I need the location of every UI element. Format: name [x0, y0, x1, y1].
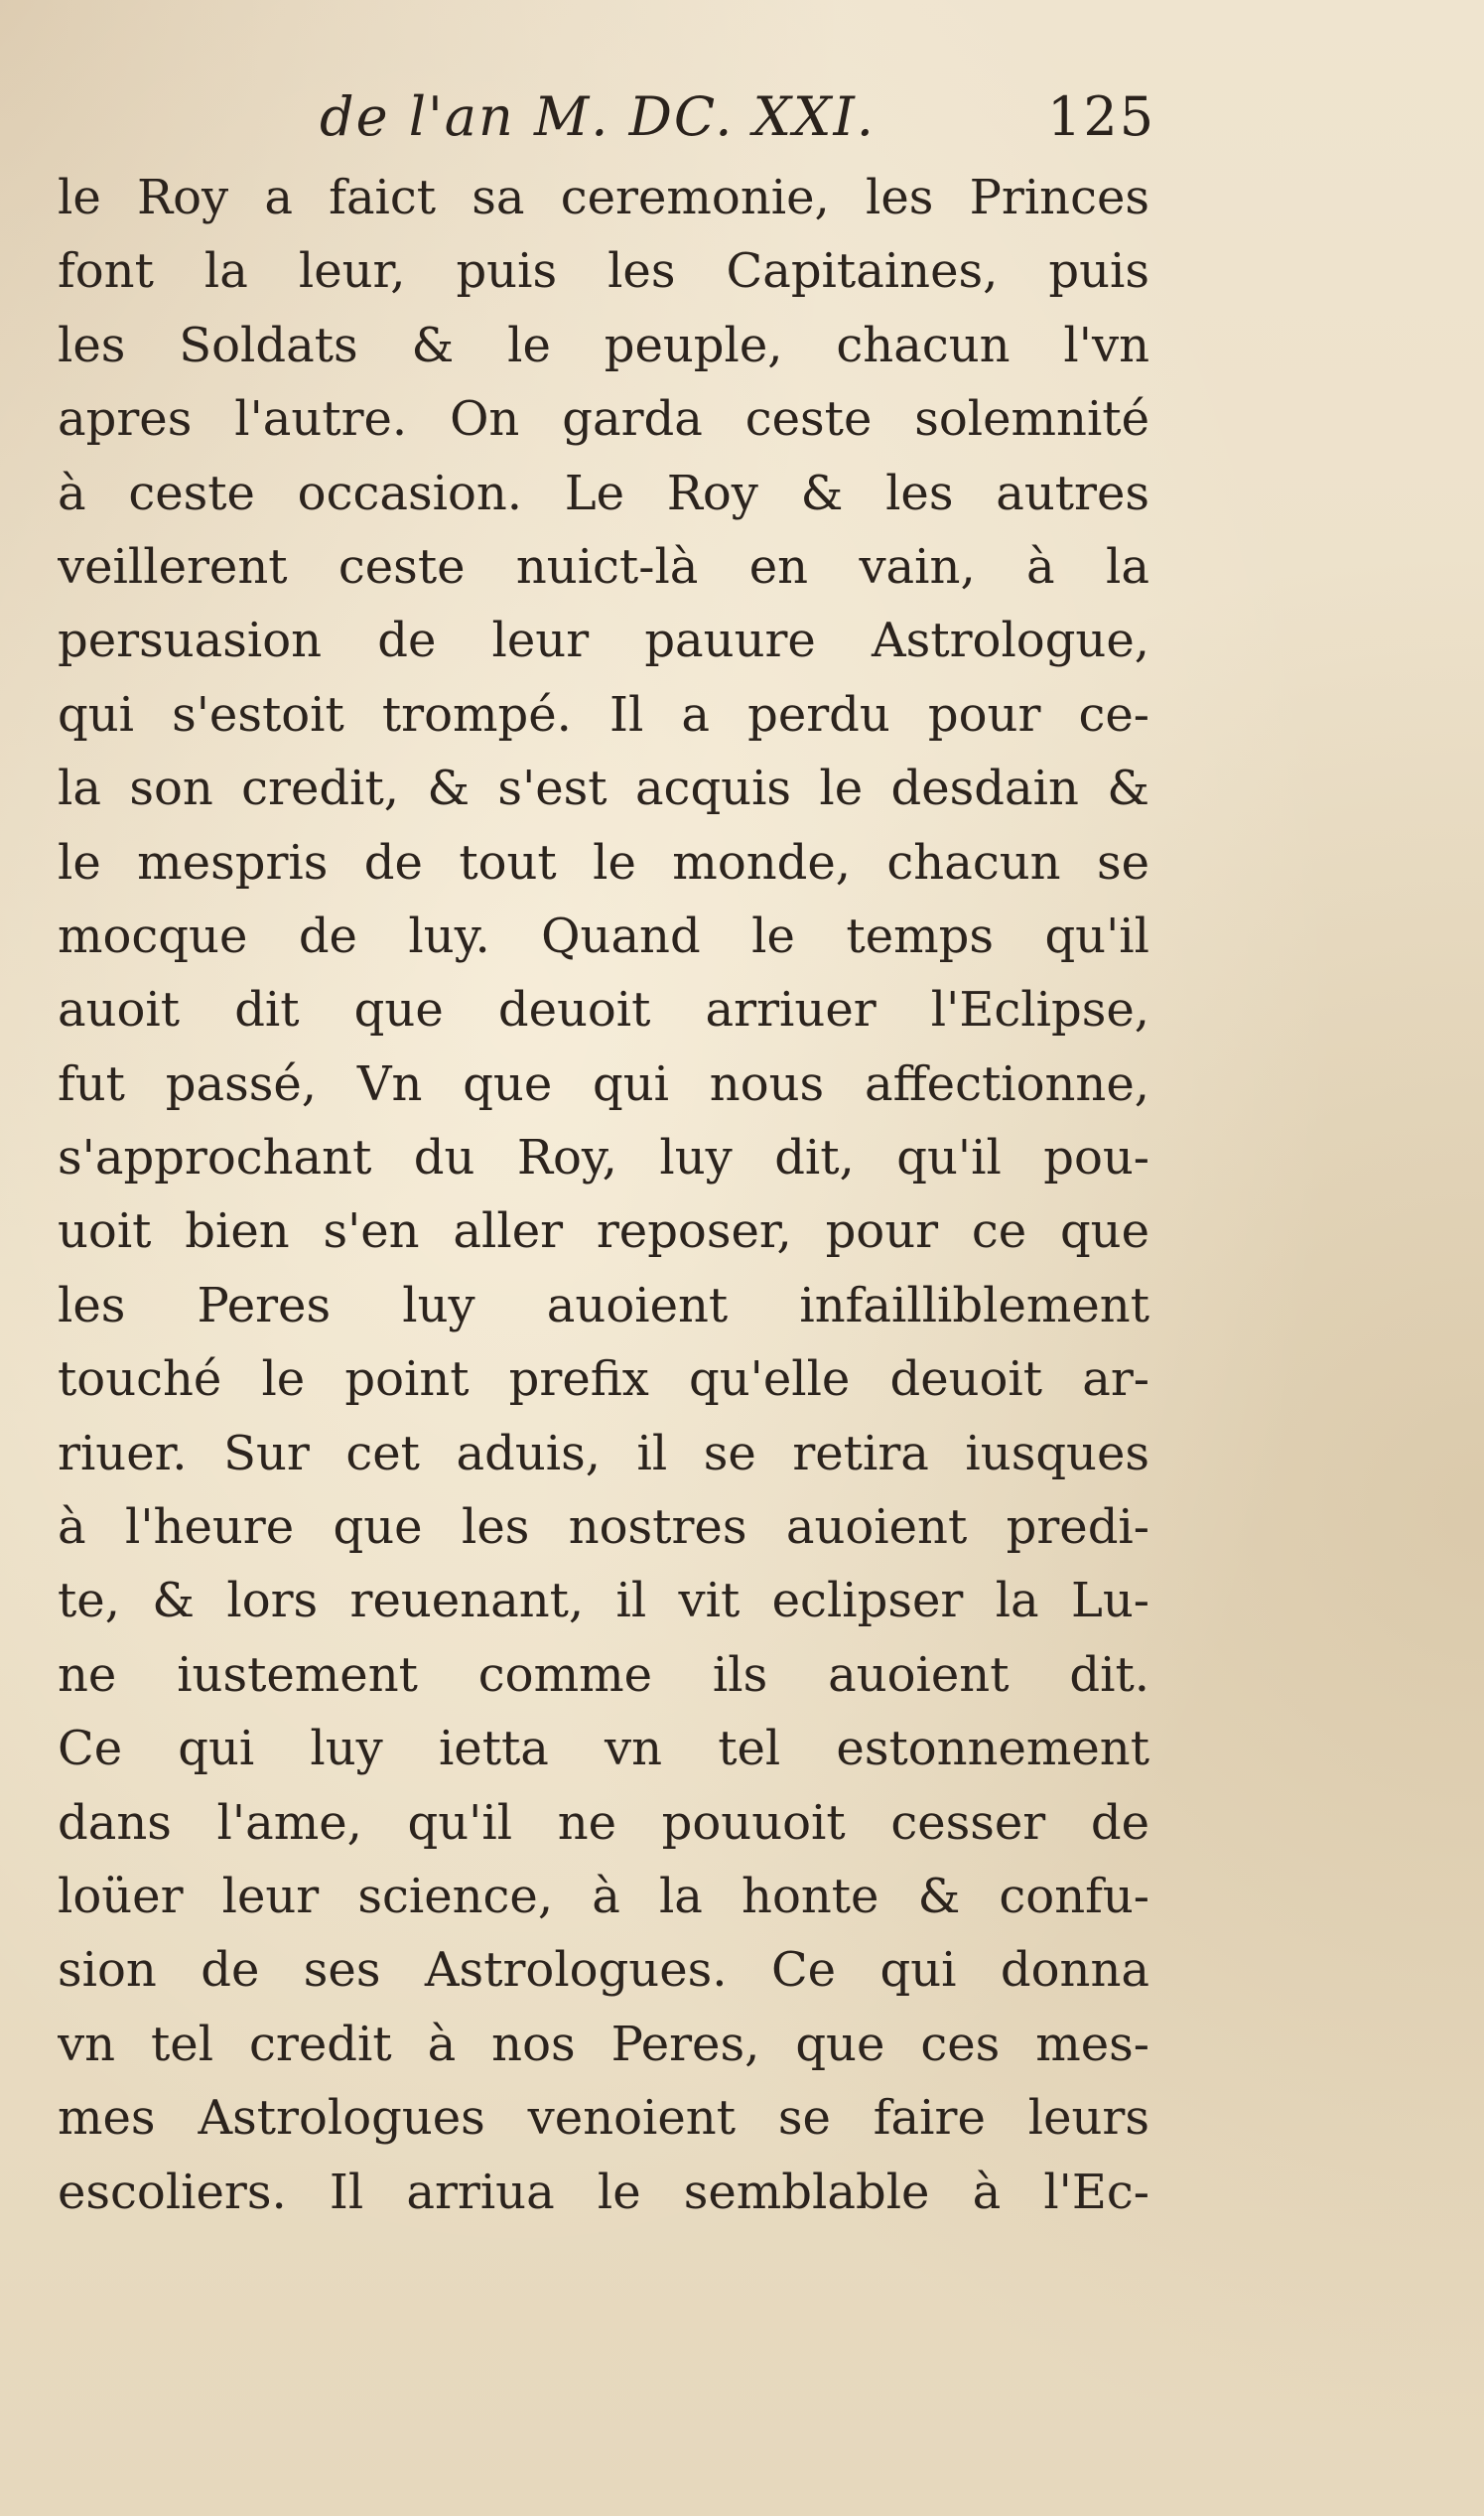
- text-line: qui s'estoit trompé. Il a perdu pour ce-: [58, 686, 1149, 743]
- text-line: mocque de luy. Quand le temps qu'il: [58, 908, 1149, 964]
- text-line: sion de ses Astrologues. Ce qui donna: [58, 1942, 1149, 1999]
- text-line: la son credit, & s'est acquis le desdain &: [58, 761, 1149, 817]
- text-line: fut passé, Vn que qui nous affectionne,: [58, 1055, 1149, 1112]
- text-line: Ce qui luy ietta vn tel estonnement: [58, 1721, 1149, 1777]
- body-text: [58, 161, 1149, 2229]
- text-line: veillerent ceste nuict-là en vain, à la: [58, 538, 1149, 595]
- text-line: ne iustement comme ils auoient dit.: [58, 1646, 1149, 1703]
- text-line: à ceste occasion. Le Roy & les autres: [58, 465, 1149, 521]
- text-line: les Soldats & le peuple, chacun l'vn: [58, 317, 1149, 373]
- text-line: te, & lors reuenant, il vit eclipser la Lu-: [58, 1573, 1149, 1629]
- text-line: escoliers. Il arriua le semblable à l'Ec-: [58, 2164, 1149, 2220]
- text-line: persuasion de leur pauure Astrologue,: [58, 613, 1149, 669]
- text-line: dans l'ame, qu'il ne pouuoit cesser de: [58, 1794, 1149, 1851]
- text-line: uoit bien s'en aller reposer, pour ce que: [58, 1203, 1149, 1260]
- text-line: le mespris de tout le monde, chacun se: [58, 834, 1149, 891]
- text-line: le Roy a faict sa ceremonie, les Princes: [58, 170, 1149, 225]
- text-line: touché le point prefix qu'elle deuoit ar-: [58, 1351, 1149, 1408]
- text-line: vn tel credit à nos Peres, que ces mes-: [58, 2016, 1149, 2072]
- text-line: les Peres luy auoient infailliblement: [58, 1277, 1149, 1333]
- text-line: mes Astrologues venoient se faire leurs: [58, 2090, 1149, 2147]
- text-line: s'approchant du Roy, luy dit, qu'il pou-: [58, 1130, 1149, 1187]
- text-line: à l'heure que les nostres auoient predi-: [58, 1499, 1149, 1556]
- text-line: riuer. Sur cet aduis, il se retira iusques: [58, 1425, 1149, 1481]
- running-head-title: de l'an M. DC. XXI.: [320, 85, 876, 148]
- text-line: font la leur, puis les Capitaines, puis: [58, 243, 1149, 300]
- text-line: loüer leur science, à la honte & confu-: [58, 1868, 1149, 1924]
- running-head: [60, 85, 1156, 155]
- text-line: auoit dit que deuoit arriuer l'Eclipse,: [58, 982, 1149, 1039]
- text-line: apres l'autre. On garda ceste solemnité: [58, 391, 1149, 448]
- page-number: 125: [1047, 85, 1156, 148]
